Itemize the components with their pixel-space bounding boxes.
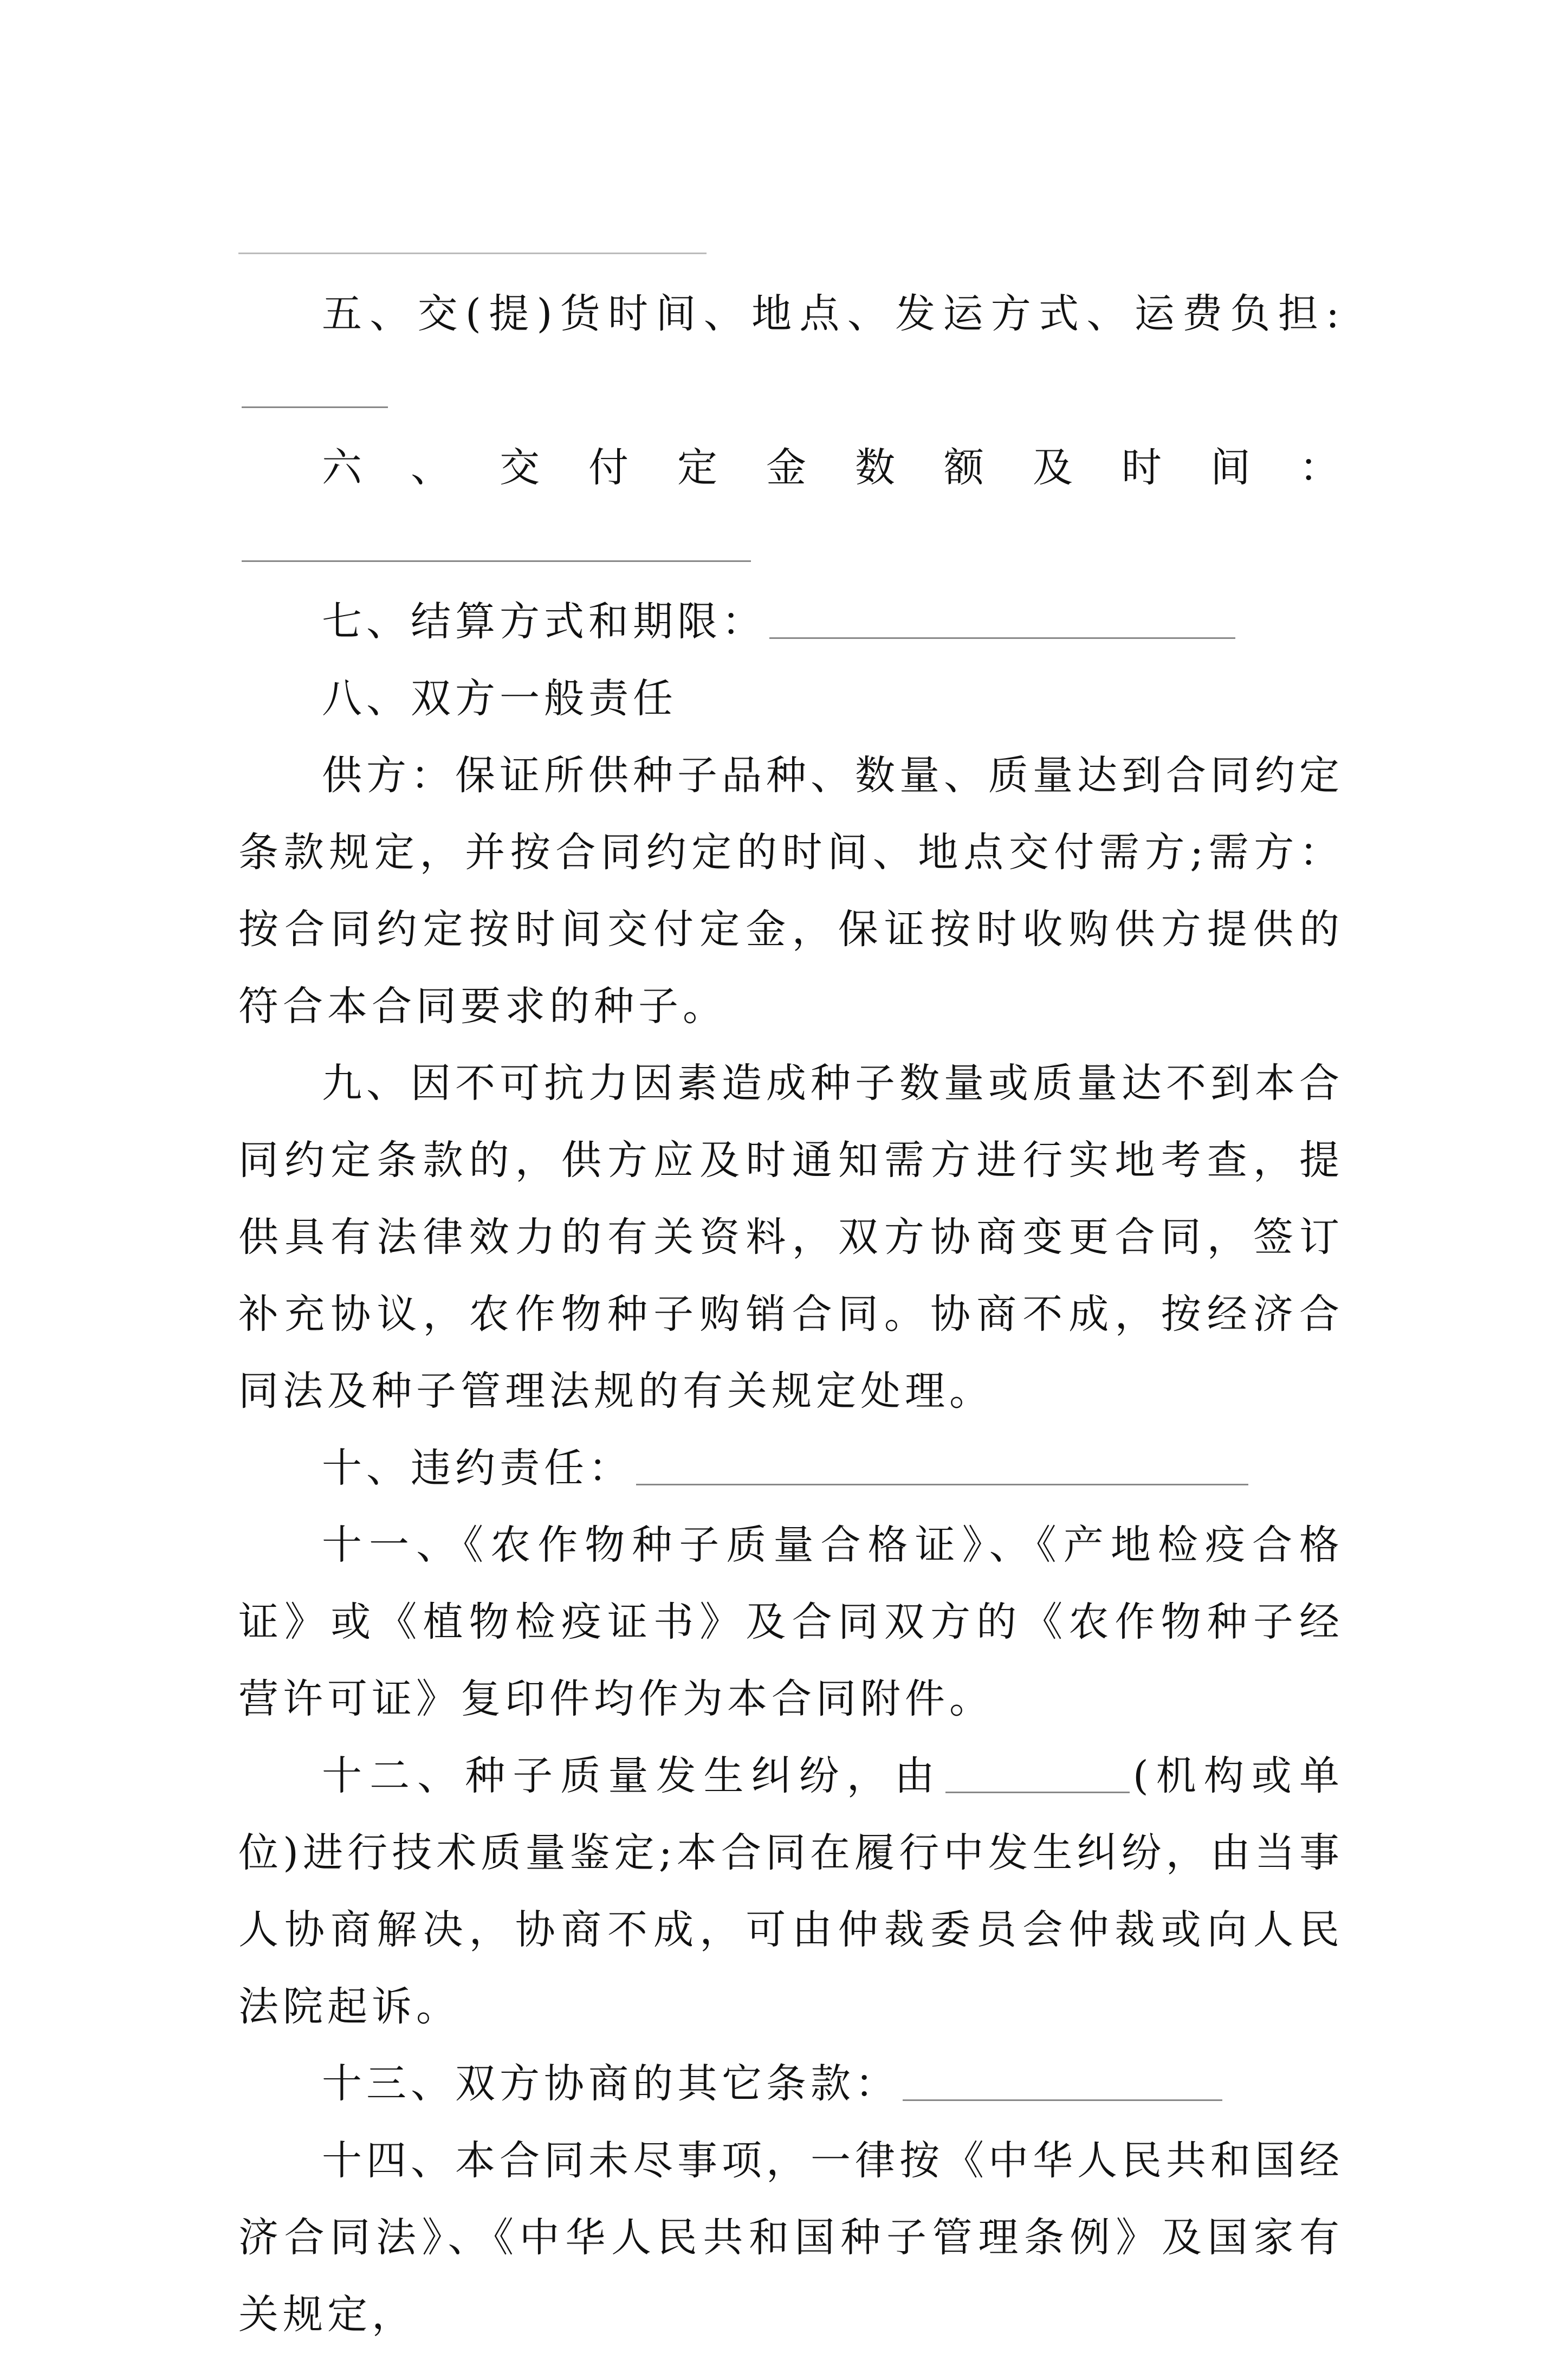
clause-twelfth [238,1737,1344,2045]
clause-seventh-text: 七、结算方式和期限： [322,598,766,645]
clause-tenth [238,1430,1344,1507]
clause-fourteenth-text: 十四、本合同未尽事项，一律按《中华人民共和国经济合同法》、《中华人民共和国种子管理条例》及国家有关规定， [238,2137,1344,2338]
fill-blank-fifth[interactable] [242,352,388,408]
clause-thirteenth-text: 十三、双方协商的其它条款： [322,2060,899,2107]
fill-blank-seventh[interactable] [769,583,1235,639]
clause-thirteenth [238,2045,1344,2122]
clause-sixth-text: 六、交付定金数额及时间： [322,444,1344,491]
contract-body [238,275,1344,2353]
clause-twelfth-text-after: (机构或单位)进行技术质量鉴定;本合同在履行中发生纠纷，由当事人协商解决，协商不成，可由仲裁委员会仲裁或向人民法院起诉。 [238,1753,1344,2030]
clause-eighth-detail-text: 供方：保证所供种子品种、数量、质量达到合同约定条款规定，并按合同约定的时间、地点交付需方;需方：按合同约定按时间交付定金，保证按时收购供方提供的符合本合同要求的种子。 [238,752,1344,1030]
clause-fifth [238,275,1344,429]
clause-eighth [238,660,1344,737]
fill-blank-thirteenth[interactable] [903,2045,1222,2101]
clause-eleventh [238,1507,1344,1737]
clause-fourteenth [238,2122,1344,2353]
clause-eighth-detail [238,737,1344,1045]
fill-blank-twelfth[interactable] [945,1737,1130,1793]
clause-sixth [238,429,1344,583]
clause-tenth-text: 十、违约责任： [322,1445,633,1491]
clause-twelfth-text-before: 十二、种子质量发生纠纷，由 [322,1753,942,1799]
clause-ninth [238,1045,1344,1430]
clause-ninth-text: 九、因不可抗力因素造成种子数量或质量达不到本合同约定条款的，供方应及时通知需方进行实地考查，提供具有法律效力的有关资料，双方协商变更合同，签订补充协议，农作物种子购销合同。协商不成，按经济合同法及种子管理法规的有关规定处理。 [238,1060,1344,1414]
clause-fifth-text: 五、交(提)货时间、地点、发运方式、运费负担: [322,290,1344,337]
clause-eleventh-text: 十一、《农作物种子质量合格证》、《产地检疫合格证》或《植物检疫证书》及合同双方的《农作物种子经营许可证》复印件均作为本合同附件。 [238,1522,1344,1722]
clause-seventh [238,583,1344,660]
fill-blank-tenth[interactable] [636,1430,1248,1485]
top-divider [238,253,707,254]
fill-blank-sixth[interactable] [242,506,751,562]
clause-eighth-text: 八、双方一般责任 [322,675,677,722]
